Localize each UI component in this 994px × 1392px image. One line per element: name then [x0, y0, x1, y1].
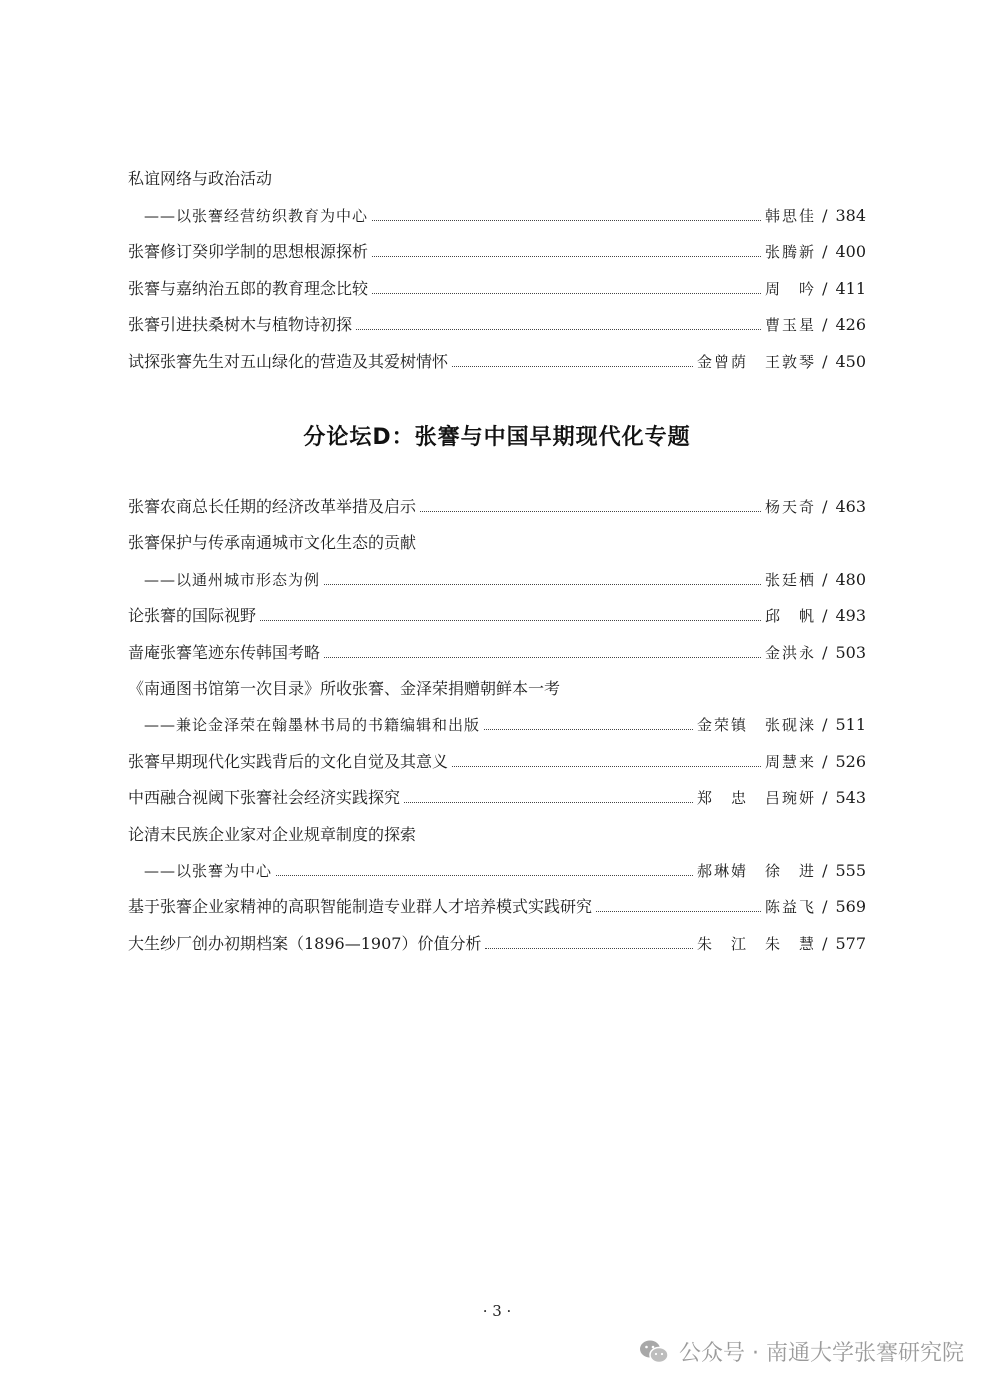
toc-entry-author: 杨天奇 [765, 498, 817, 516]
toc-leader-dots [260, 620, 761, 621]
toc-leader-dots [372, 293, 761, 294]
toc-entry-page: 480 [835, 569, 866, 589]
toc-entry [128, 312, 866, 336]
toc-leader-dots [372, 256, 761, 257]
toc-entry [128, 858, 866, 882]
toc-separator: / [822, 205, 828, 225]
toc-entry-author: 张腾新 [765, 243, 817, 262]
toc-entry [128, 712, 866, 736]
toc-leader-dots [452, 366, 693, 367]
toc-entry-author: 金洪永 [765, 643, 817, 662]
toc-entry-page: 511 [835, 715, 866, 735]
toc-entry-author: 曹玉星 [765, 316, 817, 335]
toc-entry-author: 周慧来 [765, 752, 817, 771]
toc-entry-page: 463 [835, 497, 866, 516]
toc-entry-title: 张謇早期现代化实践背后的文化自觉及其意义 [128, 751, 449, 771]
toc-entry-title: 张謇与嘉纳治五郎的教育理念比较 [128, 278, 369, 298]
section-heading: 分论坛D：张謇与中国早期现代化专题 [303, 425, 691, 450]
toc-entry-author: 朱 江 朱 慧 [697, 934, 817, 953]
toc-entry-page: 384 [835, 205, 866, 225]
toc-entry-title: 论张謇的国际视野 [128, 606, 257, 626]
toc-leader-dots [485, 948, 693, 949]
toc-leader-dots [276, 875, 693, 876]
toc-separator: / [822, 751, 828, 771]
watermark-text: 公众号 · 南通大学张謇研究院 [679, 1341, 964, 1366]
toc-entry-title: 张謇农商总长任期的经济改革举措及启示 [128, 497, 417, 516]
toc-entry-author: 周 吟 [765, 279, 817, 298]
toc-leader-dots [404, 802, 693, 803]
toc-separator: / [822, 788, 828, 808]
toc-entry-title: 私谊网络与政治活动 [128, 169, 273, 188]
toc-entry [128, 931, 866, 955]
toc-leader-dots [596, 911, 761, 912]
toc-entry-page: 569 [835, 897, 866, 917]
toc-entry-title: ——兼论金泽荣在翰墨林书局的书籍编辑和出版 [144, 716, 481, 735]
toc-separator: / [822, 497, 828, 516]
toc-entry-page: 426 [835, 315, 866, 335]
toc-leader-dots [372, 220, 761, 221]
toc-entry-title: ——以张謇为中心 [144, 862, 273, 880]
toc-entry-title: 啬庵张謇笔迹东传韩国考略 [128, 642, 321, 662]
toc-entry-title: ——以通州城市形态为例 [144, 570, 321, 589]
toc-entry-page: 493 [835, 606, 866, 626]
toc-entry-page: 577 [835, 933, 866, 953]
toc-separator: / [822, 861, 828, 880]
toc-entry [128, 494, 866, 518]
toc-entry-author: 邱 帆 [765, 607, 817, 626]
toc-separator: / [822, 606, 828, 626]
page-number: · 3 · [482, 1302, 512, 1320]
toc-entry-page: 411 [835, 278, 866, 298]
toc-entry-title: 论清末民族企业家对企业规章制度的探索 [128, 824, 417, 844]
toc-entry-author: 金曾荫 王敦琴 [697, 353, 817, 371]
toc-separator: / [822, 715, 828, 735]
toc-separator: / [822, 897, 828, 917]
toc-entry [128, 749, 866, 773]
toc-entry-title: 中西融合视阈下张謇社会经济实践探究 [128, 788, 401, 808]
toc-entry-title: 张謇保护与传承南通城市文化生态的贡献 [128, 533, 417, 553]
toc-entry-title: 试探张謇先生对五山绿化的营造及其爱树情怀 [128, 352, 449, 371]
toc-leader-dots [484, 729, 693, 730]
toc-separator: / [822, 315, 828, 335]
toc-entry-title: 《南通图书馆第一次目录》所收张謇、金泽荣捐赠朝鲜本一考 [128, 679, 561, 698]
toc-separator: / [822, 242, 828, 262]
watermark [639, 1336, 964, 1367]
toc-separator: / [822, 642, 828, 662]
toc-entry [128, 640, 866, 664]
toc-entry [128, 349, 866, 373]
toc-entry [128, 276, 866, 300]
toc-separator: / [822, 352, 828, 371]
toc-entry [128, 530, 866, 554]
toc-entry-author: 陈益飞 [765, 898, 817, 917]
toc-entry-author: 郑 忠 吕琬妍 [697, 789, 817, 808]
toc-entry [128, 822, 866, 846]
toc-entry [128, 567, 866, 591]
toc-leader-dots [324, 657, 761, 658]
toc-entry [128, 785, 866, 809]
toc-leader-dots [324, 584, 761, 585]
toc-entry [128, 603, 866, 627]
toc-separator: / [822, 569, 828, 589]
toc-leader-dots [420, 511, 761, 512]
toc-entry-page: 526 [835, 751, 866, 771]
toc-entry-title: 大生纱厂创办初期档案（1896—1907）价值分析 [128, 933, 482, 953]
toc-entry-page: 503 [835, 642, 866, 662]
wechat-icon [639, 1339, 669, 1365]
toc-separator: / [822, 933, 828, 953]
toc-entry-page: 450 [835, 352, 866, 371]
toc-leader-dots [452, 766, 761, 767]
toc-separator: / [822, 278, 828, 298]
toc-entry-title: 张謇引进扶桑树木与植物诗初探 [128, 315, 353, 335]
toc-entry-page: 543 [835, 788, 866, 808]
toc-entry [128, 894, 866, 918]
toc-entry [128, 166, 866, 190]
toc-entry-author: 韩思佳 [765, 206, 817, 225]
toc-leader-dots [356, 329, 761, 330]
toc-entry [128, 203, 866, 227]
toc-entry-author: 张廷栖 [765, 570, 817, 589]
toc-entry-title: ——以张謇经营纺织教育为中心 [144, 206, 369, 225]
toc-entry-title: 基于张謇企业家精神的高职智能制造专业群人才培养模式实践研究 [128, 897, 593, 917]
toc-entry-author: 金荣镇 张砚涞 [697, 716, 817, 735]
toc-entry [128, 239, 866, 263]
toc-entry-page: 555 [835, 861, 866, 880]
toc-entry [128, 676, 866, 700]
toc-entry-title: 张謇修订癸卯学制的思想根源探析 [128, 242, 369, 262]
toc-entry-page: 400 [835, 242, 866, 262]
toc-entry-author: 郝琳婧 徐 进 [697, 862, 817, 880]
